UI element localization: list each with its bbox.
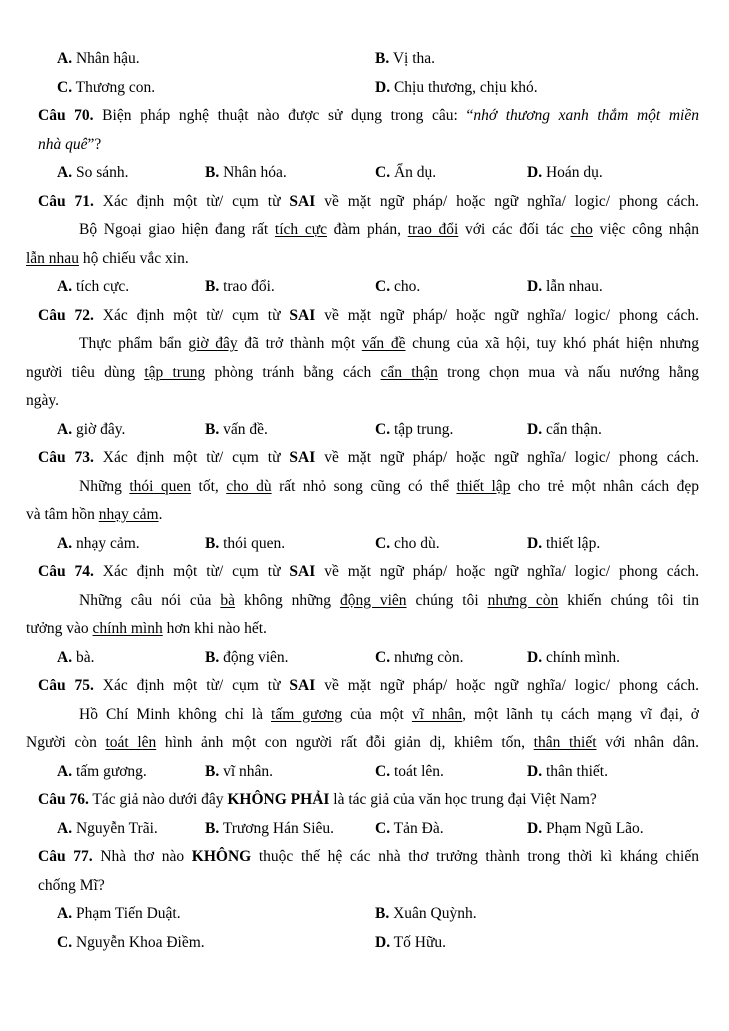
prev-option-d-label: D. bbox=[375, 78, 391, 96]
underlined-phrase: cho dù bbox=[226, 477, 272, 495]
q75-option-d bbox=[527, 758, 608, 787]
q76-options bbox=[0, 815, 729, 844]
q72-header bbox=[38, 302, 699, 331]
q70-option-d-label: D. bbox=[527, 164, 543, 181]
q77-option-d-label: D. bbox=[375, 933, 391, 951]
q74-passage-line-2 bbox=[26, 615, 699, 644]
q71-option-c bbox=[375, 273, 420, 302]
q76-question-bold: KHÔNG PHẢI bbox=[227, 791, 330, 808]
underlined-phrase: nhạy cảm bbox=[98, 506, 159, 523]
q74-option-c-label: C. bbox=[375, 648, 391, 666]
q77-option-b-label: B. bbox=[375, 905, 390, 922]
q73-option-d bbox=[527, 530, 600, 559]
q70-header-line-1 bbox=[38, 102, 699, 131]
underlined-phrase: cẩn thận bbox=[380, 363, 438, 381]
underlined-phrase: vĩ nhân bbox=[411, 705, 463, 723]
q70-quote-part-2: nhà quê bbox=[38, 135, 88, 153]
prev-options-row-2 bbox=[0, 74, 729, 103]
q75-option-c-text: toát lên. bbox=[390, 762, 444, 780]
underlined-phrase: chính mình bbox=[92, 620, 163, 637]
q77-options-row-2 bbox=[0, 929, 729, 958]
q77-question-pre: Nhà thơ nào bbox=[92, 848, 192, 865]
q72-option-a-text: giờ đây. bbox=[72, 420, 126, 438]
q71-option-d-text: lẫn nhau. bbox=[542, 278, 603, 295]
q76-option-a-label: A. bbox=[57, 819, 73, 837]
passage-run: Người còn bbox=[26, 734, 106, 751]
q75-number: Câu 75. bbox=[38, 677, 94, 694]
q73-option-b bbox=[205, 530, 285, 559]
q74-options bbox=[0, 644, 729, 673]
passage-run: Hồ Chí Minh không chỉ là bbox=[79, 705, 272, 723]
q76-number: Câu 76. bbox=[38, 791, 89, 808]
q71-option-b-label: B. bbox=[205, 278, 220, 295]
q73-option-b-text: thói quen. bbox=[219, 534, 286, 552]
q71-option-b bbox=[205, 273, 275, 302]
q70-option-a-label: A. bbox=[57, 164, 73, 181]
q71-option-c-text: cho. bbox=[390, 278, 421, 295]
q73-option-a-text: nhạy cảm. bbox=[72, 534, 140, 552]
passage-run: Bộ Ngoại giao hiện đang rất bbox=[79, 221, 275, 238]
q73-option-c bbox=[375, 530, 440, 559]
q75-option-b-label: B. bbox=[205, 762, 220, 780]
underlined-phrase: giờ đây bbox=[188, 335, 238, 352]
q72-number: Câu 72. bbox=[38, 306, 94, 324]
underlined-phrase: thiết lập bbox=[456, 477, 511, 495]
q72-question-bold: SAI bbox=[289, 306, 316, 324]
q71-passage-line-2 bbox=[26, 245, 699, 274]
passage-run: Thực phẩm bẩn bbox=[79, 335, 189, 352]
q73-passage-line-1 bbox=[26, 473, 699, 502]
q73-question-bold: SAI bbox=[289, 449, 316, 466]
passage-run: đàm phán, bbox=[327, 221, 408, 238]
q73-passage-line-2 bbox=[26, 501, 699, 530]
underlined-phrase: nhưng còn bbox=[487, 591, 559, 609]
prev-option-b-label: B. bbox=[375, 50, 390, 67]
q71-question-bold: SAI bbox=[289, 192, 316, 210]
passage-run: việc công nhận bbox=[592, 221, 699, 238]
q71-passage-line-1 bbox=[26, 216, 699, 245]
q75-option-a bbox=[57, 758, 147, 787]
q71-option-d bbox=[527, 273, 603, 302]
q76-option-d-text: Phạm Ngũ Lão. bbox=[542, 819, 644, 837]
passage-run: ngày. bbox=[26, 392, 59, 409]
q77-option-b bbox=[375, 900, 477, 929]
underlined-phrase: thói quen bbox=[129, 477, 192, 495]
q71-question-post: về mặt ngữ pháp/ hoặc ngữ nghĩa/ logic/ phong cách. bbox=[315, 192, 699, 210]
q77-question-bold: KHÔNG bbox=[191, 848, 252, 865]
q75-passage-line-2 bbox=[26, 729, 699, 758]
q77-header-line-1 bbox=[38, 843, 699, 872]
q73-question-post: về mặt ngữ pháp/ hoặc ngữ nghĩa/ logic/ phong cách. bbox=[315, 449, 699, 466]
underlined-phrase: động viên bbox=[339, 591, 407, 609]
q76-option-a-text: Nguyễn Trãi. bbox=[72, 819, 158, 837]
q77-option-d bbox=[375, 929, 446, 958]
q72-option-d-text: cẩn thận. bbox=[542, 420, 602, 438]
q70-option-a-text: So sánh. bbox=[72, 164, 129, 181]
underlined-phrase: trao đổi bbox=[407, 221, 459, 238]
prev-option-a bbox=[57, 45, 140, 74]
q75-options bbox=[0, 758, 729, 787]
prev-option-c-label: C. bbox=[57, 78, 73, 96]
q75-passage-line-1 bbox=[26, 701, 699, 730]
q72-option-b bbox=[205, 416, 268, 445]
q72-options bbox=[0, 416, 729, 445]
q73-option-c-label: C. bbox=[375, 534, 391, 552]
q76-option-a bbox=[57, 815, 158, 844]
q76-question-pre: Tác giả nào dưới đây bbox=[88, 791, 228, 808]
q77-option-b-text: Xuân Quỳnh. bbox=[389, 905, 477, 922]
q72-option-d-label: D. bbox=[527, 420, 543, 438]
q75-option-d-text: thân thiết. bbox=[542, 762, 608, 780]
prev-option-d-text: Chịu thương, chịu khó. bbox=[390, 78, 538, 96]
q74-passage-line-1 bbox=[26, 587, 699, 616]
prev-option-c-text: Thương con. bbox=[72, 78, 156, 96]
q72-question-pre: Xác định một từ/ cụm từ bbox=[93, 306, 290, 324]
underlined-phrase: tích cực bbox=[274, 221, 327, 238]
q72-passage-line-2 bbox=[26, 359, 699, 388]
q70-options bbox=[0, 159, 729, 188]
q77-option-c-text: Nguyễn Khoa Điềm. bbox=[72, 933, 205, 951]
q75-option-b-text: vĩ nhân. bbox=[219, 762, 274, 780]
q70-option-b-label: B. bbox=[205, 164, 220, 181]
q70-option-a bbox=[57, 159, 129, 188]
q74-question-bold: SAI bbox=[289, 563, 316, 580]
q71-header bbox=[38, 188, 699, 217]
q74-option-a-label: A. bbox=[57, 648, 73, 666]
q74-option-a-text: bà. bbox=[72, 648, 95, 666]
q72-option-a bbox=[57, 416, 125, 445]
underlined-phrase: lẫn nhau bbox=[26, 249, 79, 267]
q75-header bbox=[38, 672, 699, 701]
q75-question-pre: Xác định một từ/ cụm từ bbox=[93, 677, 290, 694]
passage-run: khiến chúng tôi tin bbox=[558, 591, 699, 609]
q73-option-a-label: A. bbox=[57, 534, 73, 552]
q74-question-pre: Xác định một từ/ cụm từ bbox=[93, 563, 290, 580]
q77-option-c-label: C. bbox=[57, 933, 73, 951]
passage-run: phòng tránh bằng cách bbox=[205, 363, 381, 381]
prev-option-b-text: Vị tha. bbox=[389, 50, 435, 67]
q72-option-b-label: B. bbox=[205, 420, 220, 438]
passage-run: tưởng vào bbox=[26, 620, 93, 637]
passage-run: , một lãnh tụ cách mạng vĩ đại, ở bbox=[462, 705, 699, 723]
prev-options-row-1 bbox=[0, 45, 729, 74]
q72-option-c-text: tập trung. bbox=[390, 420, 454, 438]
prev-option-a-text: Nhân hậu. bbox=[72, 50, 140, 67]
q74-number: Câu 74. bbox=[38, 563, 94, 580]
q70-number: Câu 70. bbox=[38, 107, 94, 124]
passage-run: và tâm hồn bbox=[26, 506, 99, 523]
q77-question-line-2: chống Mĩ? bbox=[38, 876, 105, 894]
q71-number: Câu 71. bbox=[38, 192, 94, 210]
q71-option-c-label: C. bbox=[375, 278, 391, 295]
passage-run: . bbox=[158, 506, 163, 523]
q76-option-d-label: D. bbox=[527, 819, 543, 837]
passage-run: đã trở thành một bbox=[237, 335, 362, 352]
passage-run: tốt, bbox=[191, 477, 227, 495]
q75-option-c bbox=[375, 758, 444, 787]
underlined-phrase: thân thiết bbox=[533, 734, 597, 751]
passage-run: không những bbox=[235, 591, 340, 609]
q75-question-bold: SAI bbox=[289, 677, 316, 694]
passage-run: của một bbox=[342, 705, 412, 723]
q74-option-d bbox=[527, 644, 620, 673]
q74-option-b bbox=[205, 644, 289, 673]
q71-option-d-label: D. bbox=[527, 278, 543, 295]
q76-option-d bbox=[527, 815, 644, 844]
q76-option-c-text: Tản Đà. bbox=[390, 819, 444, 837]
q77-question-post: thuộc thế hệ các nhà thơ trưởng thành trong thời kì kháng chiến bbox=[251, 848, 699, 865]
q77-options-row-1 bbox=[0, 900, 729, 929]
q74-question-post: về mặt ngữ pháp/ hoặc ngữ nghĩa/ logic/ phong cách. bbox=[315, 563, 699, 580]
q71-option-a-label: A. bbox=[57, 278, 73, 295]
passage-run: Những câu nói của bbox=[79, 591, 221, 609]
passage-run: chung của xã hội, tuy khó phát hiện nhưng bbox=[405, 335, 699, 352]
passage-run: hơn khi nào hết. bbox=[162, 620, 267, 637]
underlined-phrase: vấn đề bbox=[361, 335, 406, 352]
q75-option-d-label: D. bbox=[527, 762, 543, 780]
underlined-phrase: cho bbox=[570, 221, 593, 238]
q74-option-a bbox=[57, 644, 94, 673]
q72-passage-line-1 bbox=[26, 330, 699, 359]
q71-question-pre: Xác định một từ/ cụm từ bbox=[93, 192, 290, 210]
q70-option-c-text: Ẩn dụ. bbox=[390, 164, 437, 181]
q75-option-a-text: tấm gương. bbox=[72, 762, 147, 780]
q76-header bbox=[38, 786, 699, 815]
underlined-phrase: tấm gương bbox=[271, 705, 343, 723]
q77-option-a-text: Phạm Tiến Duật. bbox=[72, 905, 181, 922]
q72-option-d bbox=[527, 416, 602, 445]
q77-header-line-2 bbox=[38, 872, 699, 901]
q73-option-d-text: thiết lập. bbox=[542, 534, 601, 552]
q77-option-d-text: Tố Hữu. bbox=[390, 933, 446, 951]
q71-option-a bbox=[57, 273, 129, 302]
q75-option-b bbox=[205, 758, 273, 787]
passage-run: trong chọn mua và nấu nướng hằng bbox=[437, 363, 699, 381]
q77-number: Câu 77. bbox=[38, 848, 93, 865]
q72-question-post: về mặt ngữ pháp/ hoặc ngữ nghĩa/ logic/ phong cách. bbox=[315, 306, 699, 324]
q73-question-pre: Xác định một từ/ cụm từ bbox=[93, 449, 290, 466]
prev-option-c bbox=[57, 74, 155, 103]
q76-option-c-label: C. bbox=[375, 819, 391, 837]
q76-option-b-text: Trương Hán Siêu. bbox=[219, 819, 335, 837]
q76-option-b bbox=[205, 815, 334, 844]
q70-option-c bbox=[375, 159, 436, 188]
q73-option-b-label: B. bbox=[205, 534, 220, 552]
q74-option-c-text: nhưng còn. bbox=[390, 648, 464, 666]
q70-question-end: ”? bbox=[87, 135, 102, 153]
q70-option-c-label: C. bbox=[375, 164, 391, 181]
q73-header bbox=[38, 444, 699, 473]
underlined-phrase: toát lên bbox=[105, 734, 157, 751]
q76-question-post: là tác giả của văn học trung đại Việt Nam? bbox=[329, 791, 597, 808]
q74-option-b-text: động viên. bbox=[219, 648, 289, 666]
passage-run: rất nhỏ song cũng có thể bbox=[271, 477, 457, 495]
passage-run: với nhân dân. bbox=[596, 734, 699, 751]
q77-option-c bbox=[57, 929, 205, 958]
passage-run: với các đối tác bbox=[458, 221, 571, 238]
q72-option-b-text: vấn đề. bbox=[219, 420, 268, 438]
prev-option-d bbox=[375, 74, 538, 103]
q75-option-a-label: A. bbox=[57, 762, 73, 780]
q73-option-c-text: cho dù. bbox=[390, 534, 440, 552]
prev-option-b bbox=[375, 45, 435, 74]
q70-question-text: Biện pháp nghệ thuật nào được sử dụng trong câu: “ bbox=[93, 107, 474, 124]
q77-option-a bbox=[57, 900, 181, 929]
q76-option-c bbox=[375, 815, 444, 844]
q70-option-d-text: Hoán dụ. bbox=[542, 164, 603, 181]
prev-option-a-label: A. bbox=[57, 50, 73, 67]
q71-options bbox=[0, 273, 729, 302]
passage-run: Những bbox=[79, 477, 130, 495]
q70-option-d bbox=[527, 159, 603, 188]
q72-passage-line-3 bbox=[26, 387, 699, 416]
underlined-phrase: tập trung bbox=[144, 363, 206, 381]
q72-option-c bbox=[375, 416, 453, 445]
q71-option-b-text: trao đổi. bbox=[219, 278, 275, 295]
passage-run: chúng tôi bbox=[406, 591, 488, 609]
q73-option-a bbox=[57, 530, 140, 559]
q71-option-a-text: tích cực. bbox=[72, 278, 130, 295]
q74-header bbox=[38, 558, 699, 587]
passage-run: người tiêu dùng bbox=[26, 363, 145, 381]
q72-option-c-label: C. bbox=[375, 420, 391, 438]
q77-option-a-label: A. bbox=[57, 905, 73, 922]
underlined-phrase: bà bbox=[220, 591, 236, 609]
q72-option-a-label: A. bbox=[57, 420, 73, 438]
q70-header-line-2 bbox=[38, 131, 699, 160]
q75-question-post: về mặt ngữ pháp/ hoặc ngữ nghĩa/ logic/ phong cách. bbox=[315, 677, 699, 694]
q73-number: Câu 73. bbox=[38, 449, 94, 466]
q73-options bbox=[0, 530, 729, 559]
passage-run: hộ chiếu vắc xin. bbox=[78, 249, 189, 267]
q74-option-d-label: D. bbox=[527, 648, 543, 666]
passage-run: hình ảnh một con người rất đỗi giản dị, khiêm tốn, bbox=[156, 734, 534, 751]
q73-option-d-label: D. bbox=[527, 534, 543, 552]
q70-quote-part-1: nhớ thương xanh thắm một miền bbox=[473, 107, 699, 124]
passage-run: cho trẻ một nhân cách đẹp bbox=[510, 477, 699, 495]
q76-option-b-label: B. bbox=[205, 819, 220, 837]
q75-option-c-label: C. bbox=[375, 762, 391, 780]
q74-option-d-text: chính mình. bbox=[542, 648, 621, 666]
q70-option-b bbox=[205, 159, 287, 188]
q70-option-b-text: Nhân hóa. bbox=[219, 164, 287, 181]
q74-option-c bbox=[375, 644, 463, 673]
q74-option-b-label: B. bbox=[205, 648, 220, 666]
